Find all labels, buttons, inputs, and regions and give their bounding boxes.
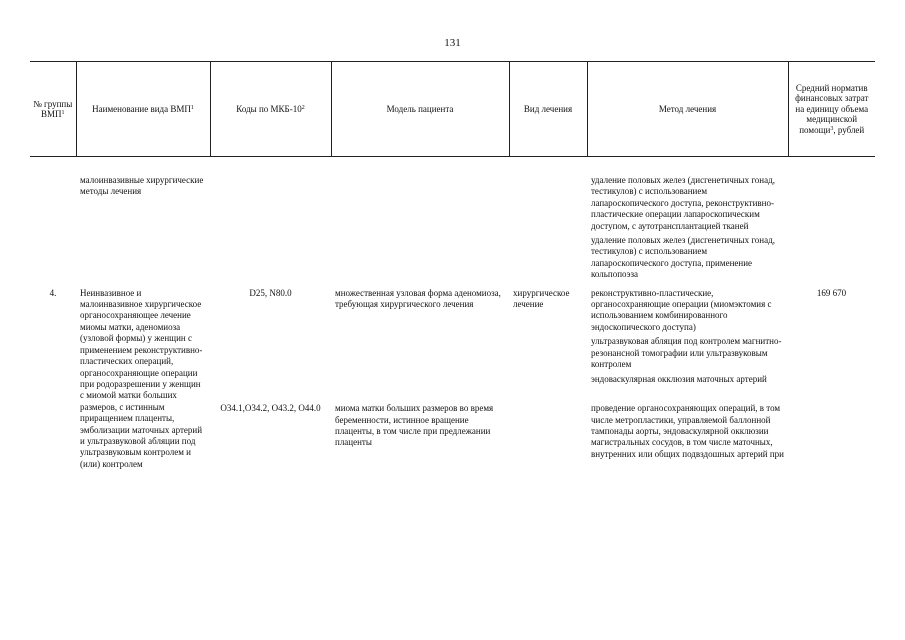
header-vmp-name: Наименование вида ВМП$^1$ — [76, 62, 210, 157]
header-treatment-type: Вид лечения — [509, 62, 587, 157]
treatment-methods — [587, 399, 788, 470]
header-cost: Средний норматив финансовых затрат на единицу объема медицинской помощи$^3$, рублей — [788, 62, 875, 157]
cost-value — [788, 399, 875, 470]
header-group-number: № группы ВМП$^1$ — [30, 62, 76, 157]
method-item: реконструктивно-пластические, органосохраняющие операции (миомэктомия с использованием комбинированного эндоскопического доступа) — [591, 287, 772, 332]
vmp-name: Неинвазивное и малоинвазивное хирургическое органосохраняющее лечение миомы матки, аденомиоза (узловой формы) у женщин с применением реконструктивно-пластических операций, органосохраняющие операции при родоразрешении у женщин с миомой матки больших размеров, с истинным приращением плаценты, эмболизации маточных артерий и ультразвуковой абляции под ультразвуковым контролем и (или) контролем — [80, 287, 203, 469]
method-item: удаление половых желез (дисгенетичных гонад, тестикулов) с использованием лапароскопического доступа, применение кольпопоэза — [591, 235, 775, 280]
table-row — [30, 284, 875, 400]
method-item: эндоваскулярная окклюзия маточных артерий — [591, 373, 767, 384]
treatment-type: хирургическое лечение — [513, 287, 570, 310]
treatment-methods — [587, 284, 788, 400]
group-number — [30, 157, 76, 284]
icd-codes: D25, N80.0 — [249, 287, 292, 298]
treatment-type — [509, 157, 587, 284]
icd-codes — [210, 157, 331, 284]
vmp-name: малоинвазивные хирургические методы лечения — [80, 175, 204, 197]
cost-value: 169 670 — [816, 287, 847, 298]
page-number: 131 — [444, 37, 461, 49]
cost-value — [788, 157, 875, 284]
vmp-table — [30, 61, 875, 470]
table-row — [30, 157, 875, 284]
method-item: удаление половых желез (дисгенетичных гонад, тестикулов) с использованием лапароскопического доступа, реконструктивно-пластические операции лапароскопическим доступом, с аутотрансплантацией тканей — [591, 175, 775, 231]
patient-model: миома матки больших размеров во время беременности, истинное вращение плаценты, в том числе при предлежании плаценты — [335, 403, 494, 448]
patient-model: множественная узловая форма аденомиоза, требующая хирургического лечения — [335, 287, 501, 310]
group-number — [30, 399, 76, 470]
patient-model — [331, 157, 509, 284]
icd-codes: O34.1,O34.2, O43.2, O44.0 — [220, 403, 321, 414]
treatment-type — [509, 399, 587, 470]
group-number: 4. — [49, 287, 57, 298]
header-treatment-method: Метод лечения — [587, 62, 788, 157]
header-patient-model: Модель пациента — [331, 62, 509, 157]
method-item: ультразвуковая абляция под контролем магнитно-резонансной томографии или ультразвуковым контролем — [591, 336, 782, 370]
header-icd-codes: Коды по МКБ-$10^2$ — [210, 62, 331, 157]
method-item: проведение органосохраняющих операций, в том числе метропластики, управляемой баллонной тампонады аорты, эндоваскулярной окклюзии магистральных сосудов, в том числе маточных, внутренних или общих подвздошных артерий при — [591, 403, 784, 459]
treatment-methods — [587, 157, 788, 284]
table-header-row — [30, 62, 875, 157]
